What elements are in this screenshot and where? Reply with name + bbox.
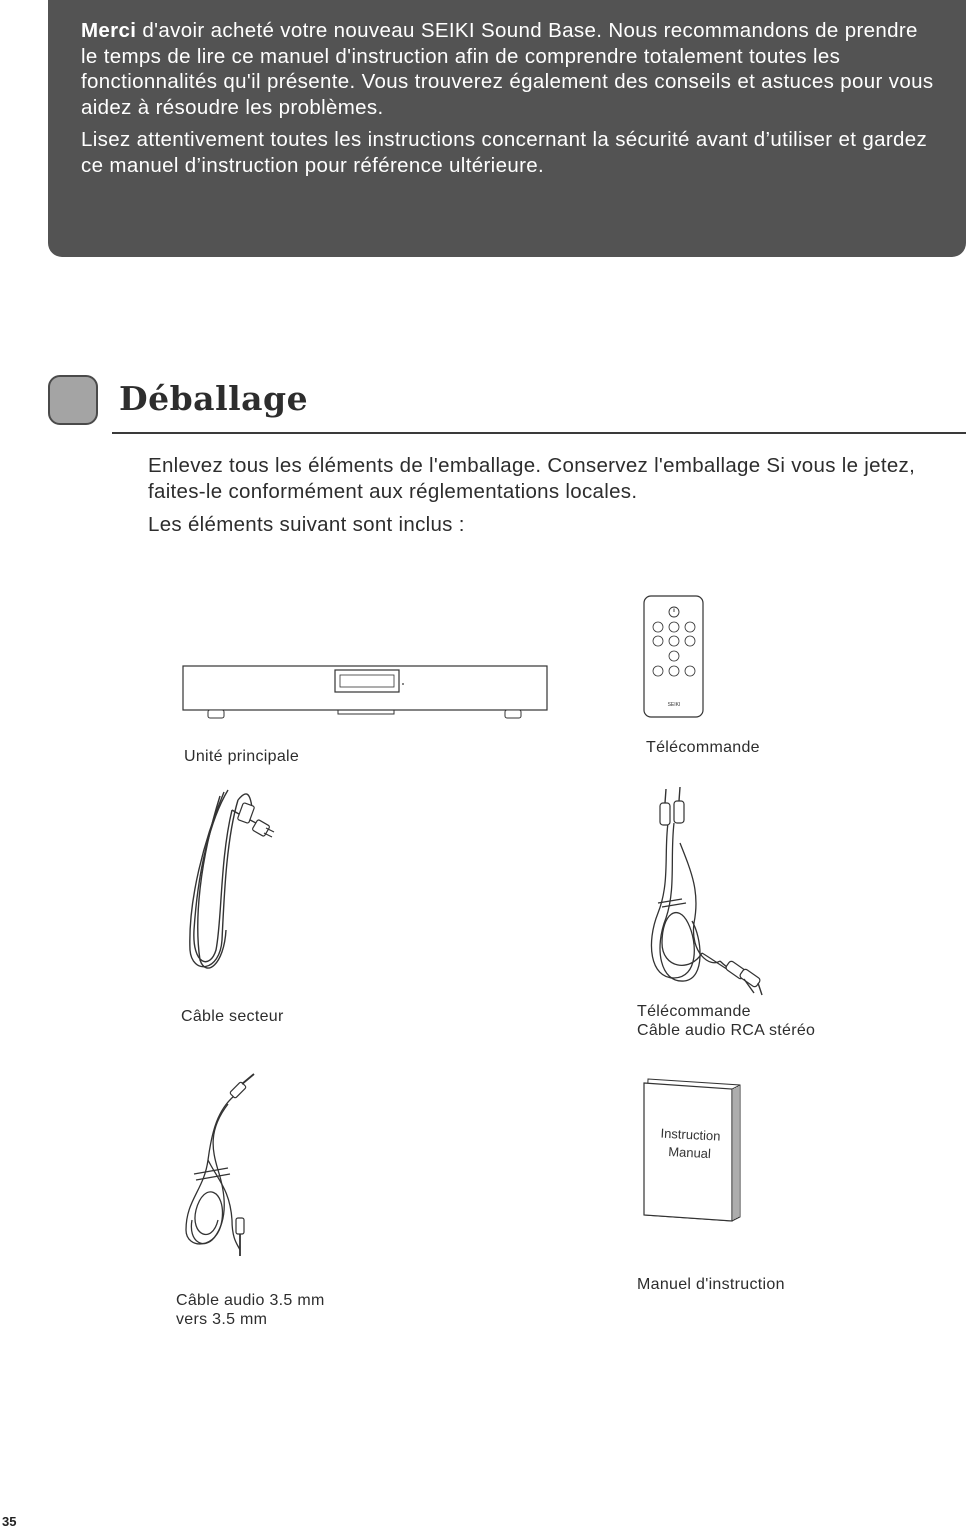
rca-cable-illustration xyxy=(640,783,765,1003)
remote-caption: Télécommande xyxy=(646,739,760,756)
main-unit-caption: Unité principale xyxy=(184,748,300,765)
aux-caption-line1: Câble audio 3.5 mm xyxy=(176,1292,325,1309)
remote-illustration xyxy=(643,595,705,719)
rca-caption-line2: Câble audio RCA stéréo xyxy=(637,1022,816,1039)
intro-text-1: d'avoir acheté votre nouveau SEIKI Sound Base. Nous recommandons de prendre le temps de lire ce manuel d'instruction afin de comprendre totalement toutes les fonctionnalités qu'il présente. Vous trouverez également des conseils et astuces pour vous aidez à résoudre les problèmes. xyxy=(81,19,934,119)
intro-box xyxy=(48,0,966,257)
rca-cable-caption xyxy=(637,1002,815,1040)
manual-cover-line1: Instruction xyxy=(660,1125,721,1144)
manual-cover-line2: Manual xyxy=(667,1143,712,1162)
aux-cable-caption xyxy=(176,1291,325,1329)
intro-paragraph-2: Lisez attentivement toutes les instructions concernant la sécurité avant d’utiliser et gardez ce manuel d’instruction pour référence ultérieure. xyxy=(81,128,928,177)
main-unit-illustration xyxy=(180,660,552,720)
section-marker xyxy=(48,375,98,425)
section-title: Déballage xyxy=(119,379,309,418)
power-cable-caption: Câble secteur xyxy=(181,1008,284,1025)
page-number: 35 xyxy=(2,1514,17,1529)
intro-paragraph-1 xyxy=(81,18,936,120)
intro-lead: Merci xyxy=(81,19,137,42)
unpacking-paragraph: Enlevez tous les éléments de l'emballage. Conservez l'emballage Si vous le jetez, faites-le conformément aux réglementations locales. xyxy=(148,454,916,503)
section-divider xyxy=(112,432,966,434)
manual-caption: Manuel d'instruction xyxy=(637,1276,785,1293)
aux-caption-line2: vers 3.5 mm xyxy=(176,1311,268,1328)
aux-cable-illustration xyxy=(178,1070,268,1260)
manual-illustration xyxy=(640,1075,750,1225)
remote-brand-label: SEIKI xyxy=(667,702,681,708)
power-cable-illustration xyxy=(180,780,280,980)
rca-caption-line1: Télécommande xyxy=(637,1003,751,1020)
included-items-lead: Les éléments suivant sont inclus : xyxy=(148,513,465,536)
unpacking-text xyxy=(148,453,963,545)
